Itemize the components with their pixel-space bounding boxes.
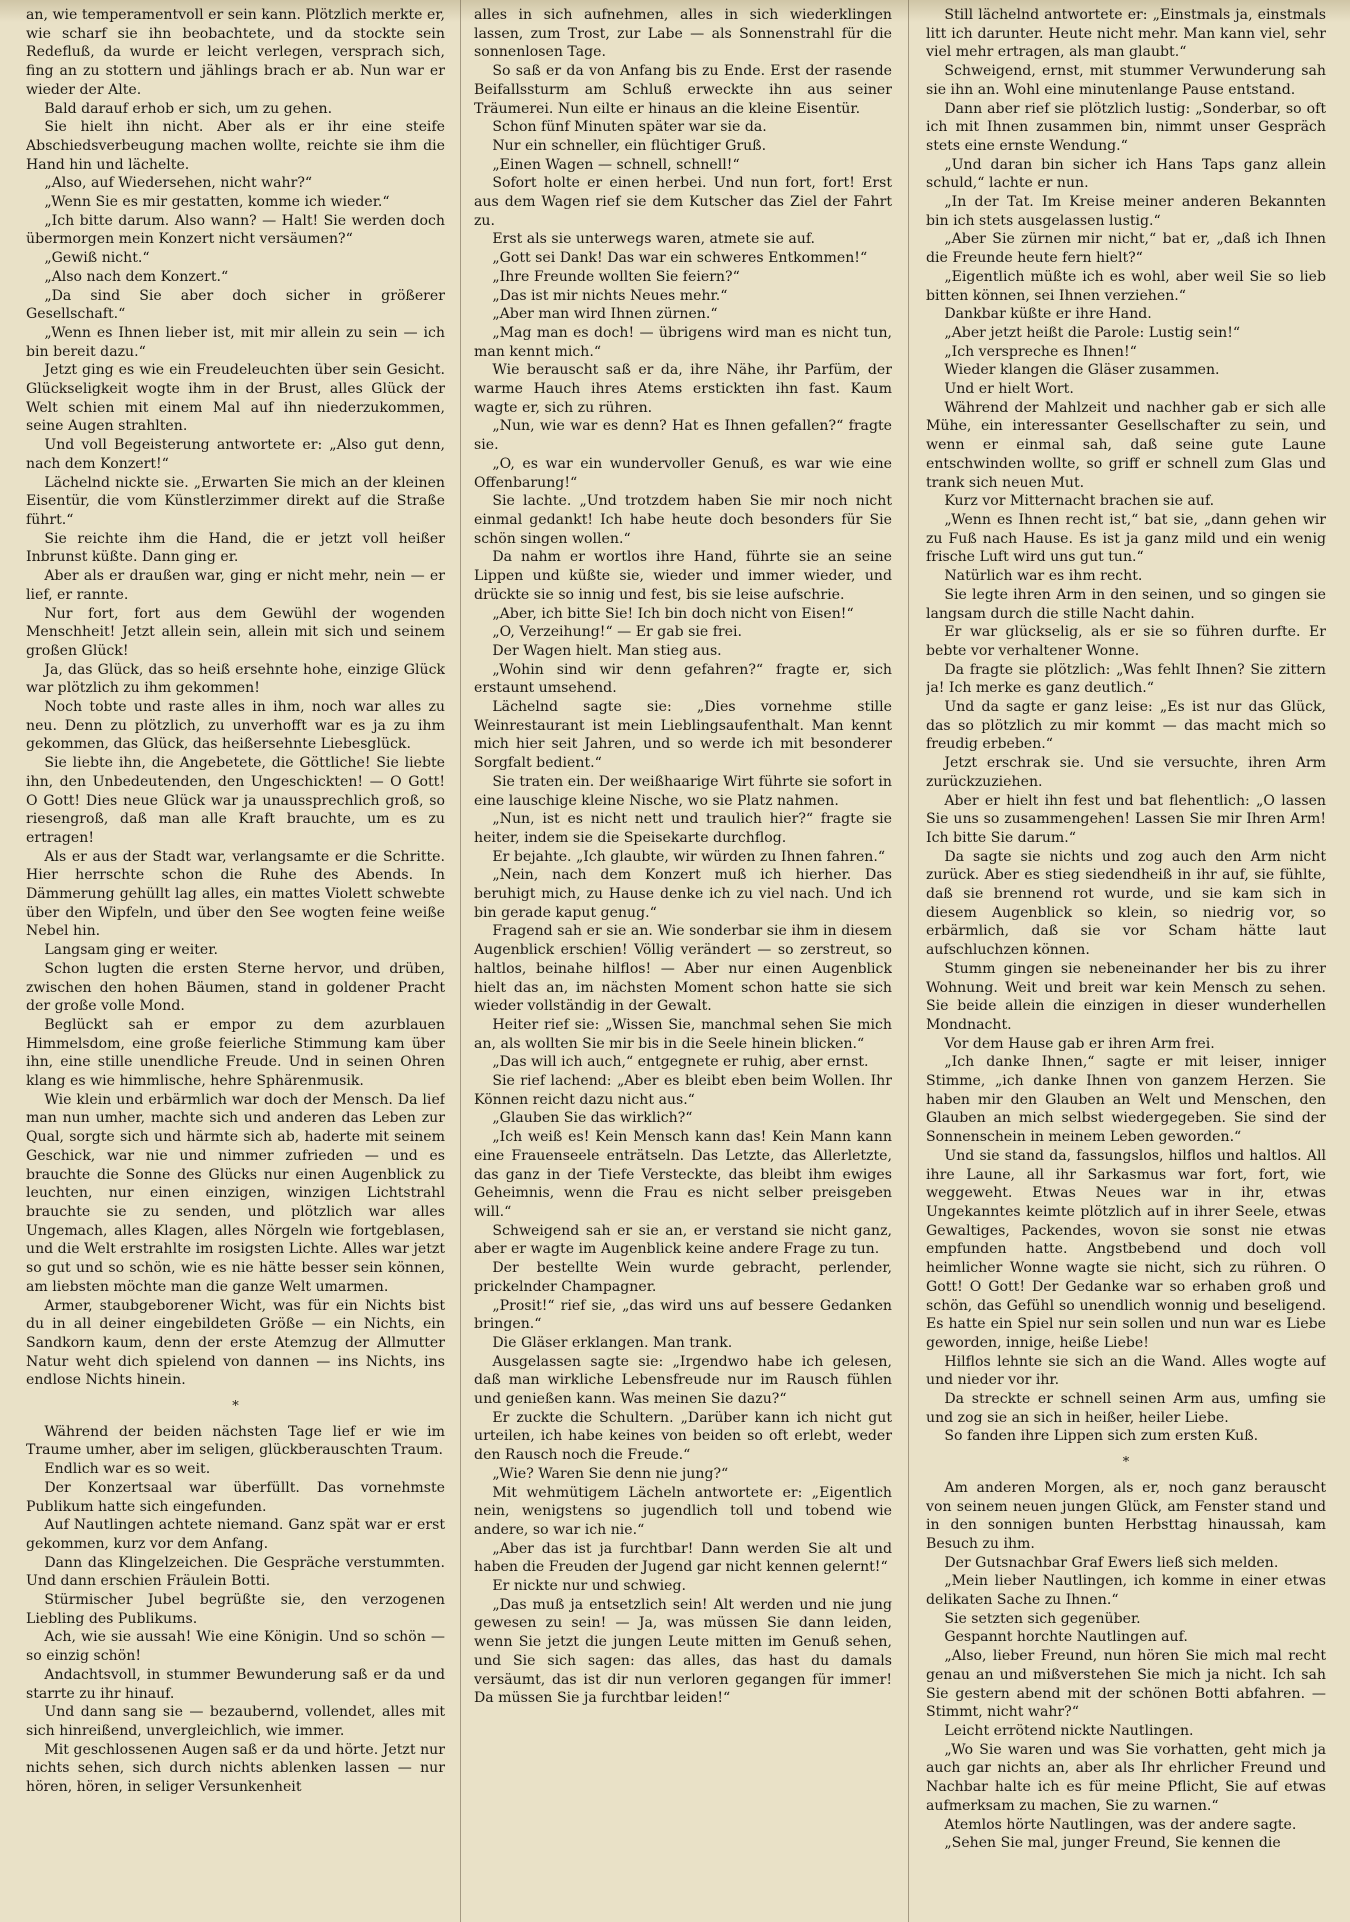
- paragraph: Jetzt ging es wie ein Freudeleuchten über sein Gesicht. Glückseligkeit wogte ihm in der Brust, alles Glück der Welt schien mit einem Mal auf ihn niederzukommen, seine Augen strahlten.: [26, 362, 445, 435]
- paragraph: „Wie? Waren Sie denn nie jung?“: [492, 1465, 729, 1482]
- paragraph: Wieder klangen die Gläser zusammen.: [944, 362, 1220, 379]
- column-right: [926, 6, 1326, 1914]
- paragraph: Beglückt sah er empor zu dem azurblauen Himmelsdom, eine große feierliche Stimmung kam über ihn, eine stille unendliche Freude. Und in seinen Ohren klang es wie himmlische, hehre Sphärenmusik.: [26, 1016, 445, 1090]
- paragraph: „Einen Wagen — schnell, schnell!“: [492, 156, 740, 173]
- paragraph: Sie setzten sich gegenüber.: [944, 1610, 1141, 1627]
- paragraph: Sie legte ihren Arm in den seinen, und so gingen sie langsam durch die stille Nacht dahin.: [926, 586, 1326, 622]
- paragraph: Lächelnd nickte sie. „Erwarten Sie mich an der kleinen Eisentür, die vom Künstlerzimmer direkt auf die Straße führt.“: [26, 474, 445, 528]
- paragraph: Sie traten ein. Der weißhaarige Wirt führte sie sofort in eine lauschige kleine Nische, wo sie Platz nahmen.: [474, 773, 892, 809]
- column-left: [26, 6, 445, 1914]
- paragraph: „Ich weiß es! Kein Mensch kann das! Kein Mann kann eine Frauenseele enträtseln. Das Letzte, das Allerletzte, das ganz in der Tiefe Versteckte, das bleibt ihm ewiges Geheimnis, wenn die Frau es nicht selber preisgeben will.“: [474, 1129, 892, 1220]
- column-rule: [460, 0, 461, 1922]
- paragraph: Jetzt erschrak sie. Und sie versuchte, ihren Arm zurückzuziehen.: [926, 755, 1326, 790]
- paragraph: „Eigentlich müßte ich es wohl, aber weil Sie so lieb bitten können, sei Ihnen verziehen.“: [926, 268, 1326, 304]
- paragraph: „O, es war ein wundervoller Genuß, es war wie eine Offenbarung!“: [474, 455, 892, 491]
- paragraph: Mit geschlossenen Augen saß er da und hörte. Jetzt nur nichts sehen, sich durch nichts ablenken lassen — nur hören, hören, in seliger Versunkenheit: [26, 1741, 445, 1796]
- paragraph: Da sagte sie nichts und zog auch den Arm nicht zurück. Aber es stieg siedendheiß in ihr auf, sie fühlte, daß sie brennend rot wurde, und sie kam sich in diesem Augenblick so klein, so niedrig vor, so erbärmlich, daß sie vor Scham hätte laut aufschluchzen können.: [926, 848, 1326, 959]
- paragraph: So fanden ihre Lippen sich zum ersten Kuß.: [944, 1428, 1259, 1445]
- paragraph: „Gewiß nicht.“: [44, 250, 150, 267]
- story-part-1: [26, 6, 445, 1390]
- paragraph: Hilflos lehnte sie sich an die Wand. Alles wogte auf und nieder vor ihr.: [926, 1353, 1326, 1389]
- paragraph: Stumm gingen sie nebeneinander her bis zu ihrer Wohnung. Weit und breit war kein Mensch zu sehen. Sie beide allein die einzigen in dieser wunderhellen Mondnacht.: [926, 960, 1326, 1033]
- paragraph: „Also, lieber Freund, nun hören Sie mich mal recht genau an und mißverstehen Sie mich ja nicht. Ich sah Sie gestern abend mit der schönen Botti abfahren. — Stimmt, nicht wahr?“: [926, 1648, 1326, 1721]
- paragraph: Endlich war es so weit.: [44, 1461, 211, 1478]
- paragraph: an, wie temperamentvoll er sein kann. Plötzlich merkte er, wie scharf sie ihn beobachtete, und da stockte sein Redefluß, da wurde er leicht verlegen, versprach sich, fing an zu stottern und jählings brach er ab. Nun war er wieder der Alte.: [26, 7, 445, 98]
- paragraph: „Aber man wird Ihnen zürnen.“: [492, 306, 718, 323]
- paragraph: Der Gutsnachbar Graf Ewers ließ sich melden.: [944, 1554, 1279, 1571]
- paragraph: „Ihre Freunde wollten Sie feiern?“: [492, 268, 740, 285]
- paragraph: Da nahm er wortlos ihre Hand, führte sie an seine Lippen und küßte sie, wieder und immer wieder, und drückte sie so innig und fest, bis sie leise aufschrie.: [474, 549, 892, 603]
- paragraph: Ach, wie sie aussah! Wie eine Königin. Und so schön — so einzig schön!: [26, 1629, 445, 1665]
- paragraph: „Also nach dem Konzert.“: [44, 268, 229, 285]
- paragraph: Sie lachte. „Und trotzdem haben Sie mir noch nicht einmal gedankt! Ich habe heute doch besonders für Sie schön singen wollen.“: [474, 493, 892, 547]
- paragraph: „Nein, nach dem Konzert muß ich hierher. Das beruhigt mich, zu Hause denke ich zu viel nach. Und ich bin gerade kaput genug.“: [474, 867, 892, 921]
- paragraph: Still lächelnd antwortete er: „Einstmals ja, einstmals litt ich darunter. Heute nicht mehr. Man kann viel, sehr viel mehr ertragen, als man glaubt.“: [926, 7, 1326, 61]
- paragraph: „Sehen Sie mal, junger Freund, Sie kennen die: [944, 1835, 1281, 1852]
- paragraph: Bald darauf erhob er sich, um zu gehen.: [44, 100, 333, 117]
- paragraph: Dann das Klingelzeichen. Die Gespräche verstummten. Und dann erschien Fräulein Botti.: [26, 1554, 445, 1590]
- paragraph: Wie klein und erbärmlich war doch der Mensch. Da lief man nun umher, machte sich und anderen das Leben zur Qual, sorgte sich und härmte sich ab, haderte mit seinem Geschick, war nie und nimmer zufrieden — und es brauchte die Sonne des Glücks nur einen Augenblick zu leuchten, nur einen einzigen, winzigen Lichtstrahl brauchte sie zu senden, und plötzlich war alles Ungemach, alles Klagen, alles Nörgeln wie fortgeblasen, und die Welt erstrahlte im rosigsten Lichte. Alles war jetzt so gut und so schön, wie es nie hätte besser sein können, am liebsten möchte man die ganze Welt umarmen.: [26, 1091, 445, 1295]
- paragraph: Er zuckte die Schultern. „Darüber kann ich nicht gut urteilen, ich habe keines von beiden so oft erlebt, weder den Rausch noch die Freude.“: [474, 1409, 892, 1464]
- paragraph: „Da sind Sie aber doch sicher in größerer Gesellschaft.“: [26, 287, 445, 323]
- story-part-5: [926, 1479, 1326, 1853]
- paragraph: Wie berauscht saß er da, ihre Nähe, ihr Parfüm, der warme Hauch ihres Atems erstickten ihn fast. Kaum wagte er, sich zu rühren.: [474, 362, 892, 416]
- paragraph: „O, Verzeihung!“ — Er gab sie frei.: [492, 624, 743, 641]
- section-separator: *: [232, 1399, 239, 1415]
- paragraph: Sie liebte ihn, die Angebetete, die Göttliche! Sie liebte ihn, den Unbedeutenden, den Ungeschickten! — O Gott! O Gott! Dies neue Glück war ja unaussprechlich groß, so riesengroß, daß man alle Kraft brauchte, um es zu ertragen!: [26, 755, 445, 846]
- paragraph: Vor dem Hause gab er ihren Arm frei.: [944, 1035, 1215, 1052]
- paragraph: Aber er hielt ihn fest und bat flehentlich: „O lassen Sie uns so zusammengehen! Lassen Sie mir Ihren Arm! Ich bitte Sie darum.“: [926, 792, 1326, 846]
- paragraph: „Das will ich auch,“ entgegnete er ruhig, aber ernst.: [492, 1054, 869, 1071]
- paragraph: Er war glückselig, als er sie so führen durfte. Er bebte vor verhaltener Wonne.: [926, 624, 1326, 659]
- paragraph: Als er aus der Stadt war, verlangsamte er die Schritte. Hier herrschte schon die Ruhe des Abends. In Dämmerung gehüllt lag alles, ein mattes Violett schwebte über den Wipfeln, und über den See wogten feine weiße Nebel hin.: [26, 848, 445, 940]
- column-rule: [908, 0, 909, 1922]
- paragraph: Und voll Begeisterung antwortete er: „Also gut denn, nach dem Konzert!“: [26, 437, 445, 472]
- paragraph: Sie rief lachend: „Aber es bleibt eben beim Wollen. Ihr Können reicht dazu nicht aus.“: [474, 1073, 892, 1108]
- paragraph: Noch tobte und raste alles in ihm, noch war alles zu neu. Denn zu plötzlich, zu unverhofft war es ja zu ihm gekommen, das Glück, das heißersehnte Liebesglück.: [26, 699, 445, 753]
- paragraph: Er bejahte. „Ich glaubte, wir würden zu Ihnen fahren.“: [492, 848, 886, 865]
- paragraph: Langsam ging er weiter.: [44, 942, 218, 959]
- paragraph: „Prosit!“ rief sie, „das wird uns auf bessere Gedanken bringen.“: [474, 1297, 892, 1333]
- paragraph: Auf Nautlingen achtete niemand. Ganz spät war er erst gekommen, kurz vor dem Anfang.: [26, 1517, 445, 1552]
- paragraph: Und da sagte er ganz leise: „Es ist nur das Glück, das so plötzlich zu mir kommt — das macht mich so freudig erbeben.“: [926, 699, 1326, 753]
- paragraph: „Und daran bin sicher ich Hans Taps ganz allein schuld,“ lachte er nun.: [926, 156, 1326, 192]
- paragraph: „Also, auf Wiedersehen, nicht wahr?“: [44, 175, 313, 192]
- paragraph: Da streckte er schnell seinen Arm aus, umfing sie und zog sie an sich in heißer, heiler Liebe.: [926, 1391, 1326, 1426]
- paragraph: Der Konzertsaal war überfüllt. Das vornehmste Publikum hatte sich eingefunden.: [26, 1479, 445, 1515]
- paragraph: Leicht errötend nickte Nautlingen.: [944, 1722, 1194, 1739]
- paragraph: Heiter rief sie: „Wissen Sie, manchmal sehen Sie mich an, als wollten Sie mir bis in die Seele hinein blicken.“: [474, 1016, 892, 1052]
- paragraph: Armer, staubgeborener Wicht, was für ein Nichts bist du in all deiner eingebildeten Größe — ein Nichts, ein Sandkorn kaum, denn der erste Atemzug der Allmutter Natur weht dich spielend von dannen — ins Nichts, ins endlose Nichts hinein.: [26, 1297, 445, 1389]
- paragraph: Schweigend, ernst, mit stummer Verwunderung sah sie ihn an. Wohl eine minutenlange Pause entstand.: [926, 63, 1326, 98]
- paragraph: Ja, das Glück, das so heiß ersehnte hohe, einzige Glück war plötzlich zu ihm gekommen!: [26, 661, 445, 697]
- paragraph: Während der beiden nächsten Tage lief er wie im Traume umher, aber im seligen, glückberauschten Traum.: [26, 1423, 445, 1459]
- paragraph: „Aber jetzt heißt die Parole: Lustig sein!“: [944, 324, 1241, 341]
- paragraph: Stürmischer Jubel begrüßte sie, den verzogenen Liebling des Publikums.: [26, 1592, 445, 1627]
- paragraph: Er nickte nur und schwieg.: [492, 1578, 686, 1595]
- paragraph: alles in sich aufnehmen, alles in sich wiederklingen lassen, zum Trost, zur Labe — als Sonnenstrahl für die sonnenlosen Tage.: [474, 7, 892, 61]
- paragraph: Kurz vor Mitternacht brachen sie auf.: [944, 493, 1215, 510]
- paragraph: Gespannt horchte Nautlingen auf.: [944, 1629, 1188, 1646]
- column-middle: [474, 6, 892, 1914]
- paragraph: „Ich bitte darum. Also wann? — Halt! Sie werden doch übermorgen mein Konzert nicht versäumen?“: [26, 212, 445, 248]
- paragraph: „Glauben Sie das wirklich?“: [492, 1110, 693, 1127]
- paragraph: „Das muß ja entsetzlich sein! Alt werden und nie jung gewesen zu sein! — Ja, was müssen Sie dann leiden, wenn Sie jetzt die jungen Leute mitten im Genuß sehen, und Sie sich sagen: das alles, das hast du damals versäumt, das ist dir nun verloren gegangen für immer! Da müssen Sie ja furchtbar leiden!“: [474, 1596, 892, 1707]
- paragraph: „Ich danke Ihnen,“ sagte er mit leiser, inniger Stimme, „ich danke Ihnen von ganzem Herzen. Sie haben mir den Glauben an Welt und Menschen, den Glauben an mich selbst wiedergegeben. Sie sind der Sonnenschein in meinem Leben geworden.“: [926, 1054, 1326, 1146]
- story-part-4: [926, 6, 1326, 1446]
- paragraph: Erst als sie unterwegs waren, atmete sie auf.: [492, 231, 816, 248]
- paragraph: Fragend sah er sie an. Wie sonderbar sie ihm in diesem Augenblick erschien! Völlig verändert — so zerstreut, so haltlos, beinahe hilflos! — Aber nur einen Augenblick hielt das an, im nächsten Moment schon hatte sie sich wieder vollständig in der Gewalt.: [474, 923, 892, 1015]
- paragraph: „Wenn es Ihnen recht ist,“ bat sie, „dann gehen wir zu Fuß nach Hause. Es ist ja ganz mild und ein wenig frische Luft wird uns gut tun.“: [926, 511, 1326, 566]
- paragraph: Sie reichte ihm die Hand, die er jetzt voll heißer Inbrunst küßte. Dann ging er.: [26, 530, 445, 566]
- paragraph: „Ich verspreche es Ihnen!“: [944, 343, 1137, 360]
- paragraph: Und sie stand da, fassungslos, hilflos und haltlos. All ihre Laune, all ihr Sarkasmus war fort, fort, wie weggeweht. Etwas Neues war in ihr, etwas Ungekanntes keimte plötzlich auf in ihrer Seele, etwas Gewaltiges, Packendes, wovon sie sonst nie etwas empfunden hatte. Angstbebend und doch voll heimlicher Wonne wagte sie nicht, sich zu rühren. O Gott! O Gott! Der Gedanke war so erhaben groß und schön, das Gefühl so unendlich wonnig und beseligend. Es hatte ein Spiel nur sein sollen und nun war es Liebe geworden, innige, heiße Liebe!: [926, 1147, 1326, 1351]
- paragraph: Nur ein schneller, ein flüchtiger Gruß.: [492, 137, 767, 154]
- paragraph: „Mag man es doch! — übrigens wird man es nicht tun, man kennt mich.“: [474, 324, 892, 360]
- story-part-2: [26, 1423, 445, 1797]
- paragraph: Und er hielt Wort.: [944, 381, 1074, 398]
- paragraph: Der Wagen hielt. Man stieg aus.: [492, 642, 722, 659]
- paragraph: Die Gläser erklangen. Man trank.: [492, 1334, 733, 1351]
- paragraph: Ausgelassen sagte sie: „Irgendwo habe ich gelesen, daß man wirkliche Lebensfreude nur im Rausch fühlen und genießen kann. Was meinen Sie dazu?“: [474, 1353, 892, 1408]
- paragraph: Aber als er draußen war, ging er nicht mehr, nein — er lief, er rannte.: [26, 568, 445, 603]
- paragraph: „Nun, wie war es denn? Hat es Ihnen gefallen?“ fragte sie.: [474, 418, 892, 454]
- paragraph: „Wohin sind wir denn gefahren?“ fragte er, sich erstaunt umsehend.: [474, 661, 892, 697]
- paragraph: Sofort holte er einen herbei. Und nun fort, fort! Erst aus dem Wagen rief sie dem Kutscher das Ziel der Fahrt zu.: [474, 175, 892, 229]
- paragraph: „In der Tat. Im Kreise meiner anderen Bekannten bin ich stets ausgelassen lustig.“: [926, 194, 1326, 229]
- paragraph: Natürlich war es ihm recht.: [944, 568, 1143, 585]
- section-separator: *: [1122, 1455, 1130, 1471]
- paragraph: Der bestellte Wein wurde gebracht, perlender, prickelnder Champagner.: [474, 1260, 892, 1295]
- paragraph: So saß er da von Anfang bis zu Ende. Erst der rasende Beifallssturm am Schluß erweckte ihn aus seiner Träumerei. Nun eilte er hinaus an die kleine Eisentür.: [474, 63, 892, 117]
- paragraph: „Mein lieber Nautlingen, ich komme in einer etwas delikaten Sache zu Ihnen.“: [926, 1573, 1326, 1609]
- paragraph: „Gott sei Dank! Das war ein schweres Entkommen!“: [492, 250, 868, 267]
- paragraph: Während der Mahlzeit und nachher gab er sich alle Mühe, ein interessanter Gesellschafter zu sein, und wenn er einmal sah, daß seine gute Laune entschwinden wollte, so griff er schnell zum Glas und trank sich neuen Mut.: [926, 399, 1326, 491]
- paragraph: Schon fünf Minuten später war sie da.: [492, 119, 767, 136]
- paragraph: Sie hielt ihn nicht. Aber als er ihr eine steife Abschiedsverbeugung machen wollte, reichte sie ihm die Hand hin und lächelte.: [26, 119, 445, 173]
- paragraph: „Nun, ist es nicht nett und traulich hier?“ fragte sie heiter, indem sie die Speisekarte durchflog.: [474, 811, 892, 846]
- paragraph: „Wenn es Ihnen lieber ist, mit mir allein zu sein — ich bin bereit dazu.“: [26, 324, 445, 360]
- paragraph: Dann aber rief sie plötzlich lustig: „Sonderbar, so oft ich mit Ihnen zusammen bin, nimmt unser Gespräch stets eine ernste Wendung.“: [926, 100, 1326, 154]
- paragraph: Nur fort, fort aus dem Gewühl der wogenden Menschheit! Jetzt allein sein, allein mit sich und seinem großen Glück!: [26, 605, 445, 659]
- paragraph: „Aber, ich bitte Sie! Ich bin doch nicht von Eisen!“: [492, 605, 854, 622]
- story-part-3: [474, 6, 892, 1708]
- paragraph: Mit wehmütigem Lächeln antwortete er: „Eigentlich nein, wenigstens so jugendlich toll und tobend wie andere, so war ich nie.“: [474, 1484, 892, 1538]
- paragraph: Am anderen Morgen, als er, noch ganz berauscht von seinem neuen jungen Glück, am Fenster stand und in den sonnigen bunten Herbsttag hinaussah, kam Besuch zu ihm.: [926, 1479, 1326, 1552]
- paragraph: Dankbar küßte er ihre Hand.: [944, 306, 1152, 323]
- paragraph: Atemlos hörte Nautlingen, was der andere sagte.: [944, 1816, 1297, 1833]
- paragraph: „Aber das ist ja furchtbar! Dann werden Sie alt und haben die Freuden der Jugend gar nicht kennen gelernt!“: [474, 1540, 892, 1576]
- paragraph: Und dann sang sie — bezaubernd, vollendet, alles mit sich hinreißend, unvergleichlich, wie immer.: [26, 1704, 445, 1739]
- paragraph: „Wo Sie waren und was Sie vorhatten, geht mich ja auch gar nichts an, aber als Ihr ehrlicher Freund und Nachbar halte ich es für meine Pflicht, Sie auf etwas aufmerksam zu machen, Sie zu warnen.“: [926, 1741, 1326, 1814]
- paragraph: „Das ist mir nichts Neues mehr.“: [492, 287, 728, 304]
- paragraph: Da fragte sie plötzlich: „Was fehlt Ihnen? Sie zittern ja! Ich merke es ganz deutlich.“: [926, 661, 1326, 697]
- paragraph: Schon lugten die ersten Sterne hervor, und drüben, zwischen den hohen Bäumen, stand in goldener Pracht der große volle Mond.: [26, 960, 445, 1015]
- paragraph: „Wenn Sie es mir gestatten, komme ich wieder.“: [44, 194, 390, 211]
- paragraph: Andachtsvoll, in stummer Bewunderung saß er da und starrte zu ihr hinauf.: [26, 1666, 445, 1702]
- paragraph: Schweigend sah er sie an, er verstand sie nicht ganz, aber er wagte im Augenblick keine andere Frage zu tun.: [474, 1222, 892, 1258]
- paragraph: Lächelnd sagte sie: „Dies vornehme stille Weinrestaurant ist mein Lieblingsaufenthalt. Man kennt mich hier seit Jahren, und so werde ich mit besonderer Sorgfalt bedient.“: [474, 699, 892, 772]
- paragraph: „Aber Sie zürnen mir nicht,“ bat er, „daß ich Ihnen die Freunde heute fern hielt?“: [926, 231, 1326, 267]
